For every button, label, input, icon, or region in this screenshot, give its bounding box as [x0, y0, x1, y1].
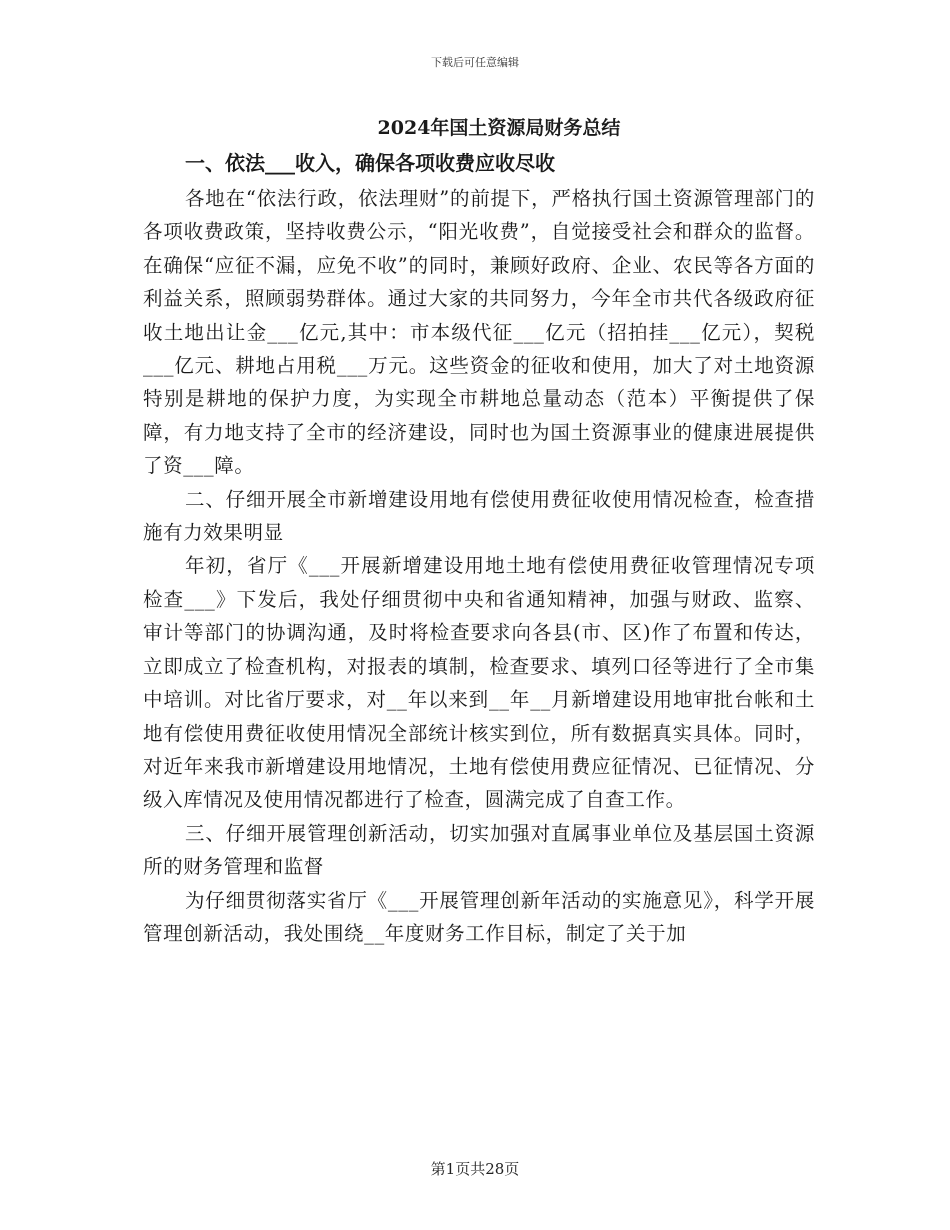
section-2-heading: 二、仔细开展全市新增建设用地有偿使用费征收使用情况检查，检查措施有力效果明显: [143, 487, 815, 545]
document-title: 2024年国土资源局财务总结: [377, 117, 621, 139]
paragraph-3: 为仔细贯彻落实省厅《___开展管理创新年活动的实施意见》，科学开展管理创新活动，我处围绕__年度财务工作目标，制定了关于加: [143, 888, 815, 945]
paragraph-2: 年初，省厅《___开展新增建设用地土地有偿使用费征收管理情况专项检查___》下发后，我处仔细贯彻中央和省通知精神，加强与财政、监察、审计等部门的协调沟通，及时将检查要求向各县(市、区)作了布置和传达，立即成立了检查机构，对报表的填制，检查要求、填列口径等进行了全市集中培训。对比省厅要求，对__年以来到__年__月新增建设用地审批台帐和土地有偿使用费征收使用情况全部统计核实到位，所有数据真实具体。同时，对近年来我市新增建设用地情况，土地有偿使用费应征情况、已征情况、分级入库情况及使用情况都进行了检查，圆满完成了自查工作。: [143, 554, 815, 812]
document-body: [143, 110, 815, 950]
page-header-note: 下载后可任意编辑: [431, 56, 519, 69]
section-3-heading: 三、仔细开展管理创新活动，切实加强对直属事业单位及基层国土资源所的财务管理和监督: [143, 821, 815, 879]
page-number: 第1页共28页: [430, 1160, 520, 1178]
paragraph-1: 各地在“依法行政，依法理财”的前提下，严格执行国土资源管理部门的各项收费政策，坚持收费公示，“阳光收费”，自觉接受社会和群众的监督。在确保“应征不漏，应免不收”的同时，兼顾好政府、企业、农民等各方面的利益关系，照顾弱势群体。通过大家的共同努力，今年全市共代各级政府征收土地出让金___亿元,其中：市本级代征___亿元（招拍挂___亿元），契税___亿元、耕地占用税___万元。这些资金的征收和使用，加大了对土地资源特别是耕地的保护力度，为实现全市耕地总量动态（范本）平衡提供了保障，有力地支持了全市的经济建设，同时也为国土资源事业的健康进展提供了资___障。: [143, 187, 815, 478]
section-1-heading: 一、依法___收入，确保各项收费应收尽收: [185, 151, 555, 175]
